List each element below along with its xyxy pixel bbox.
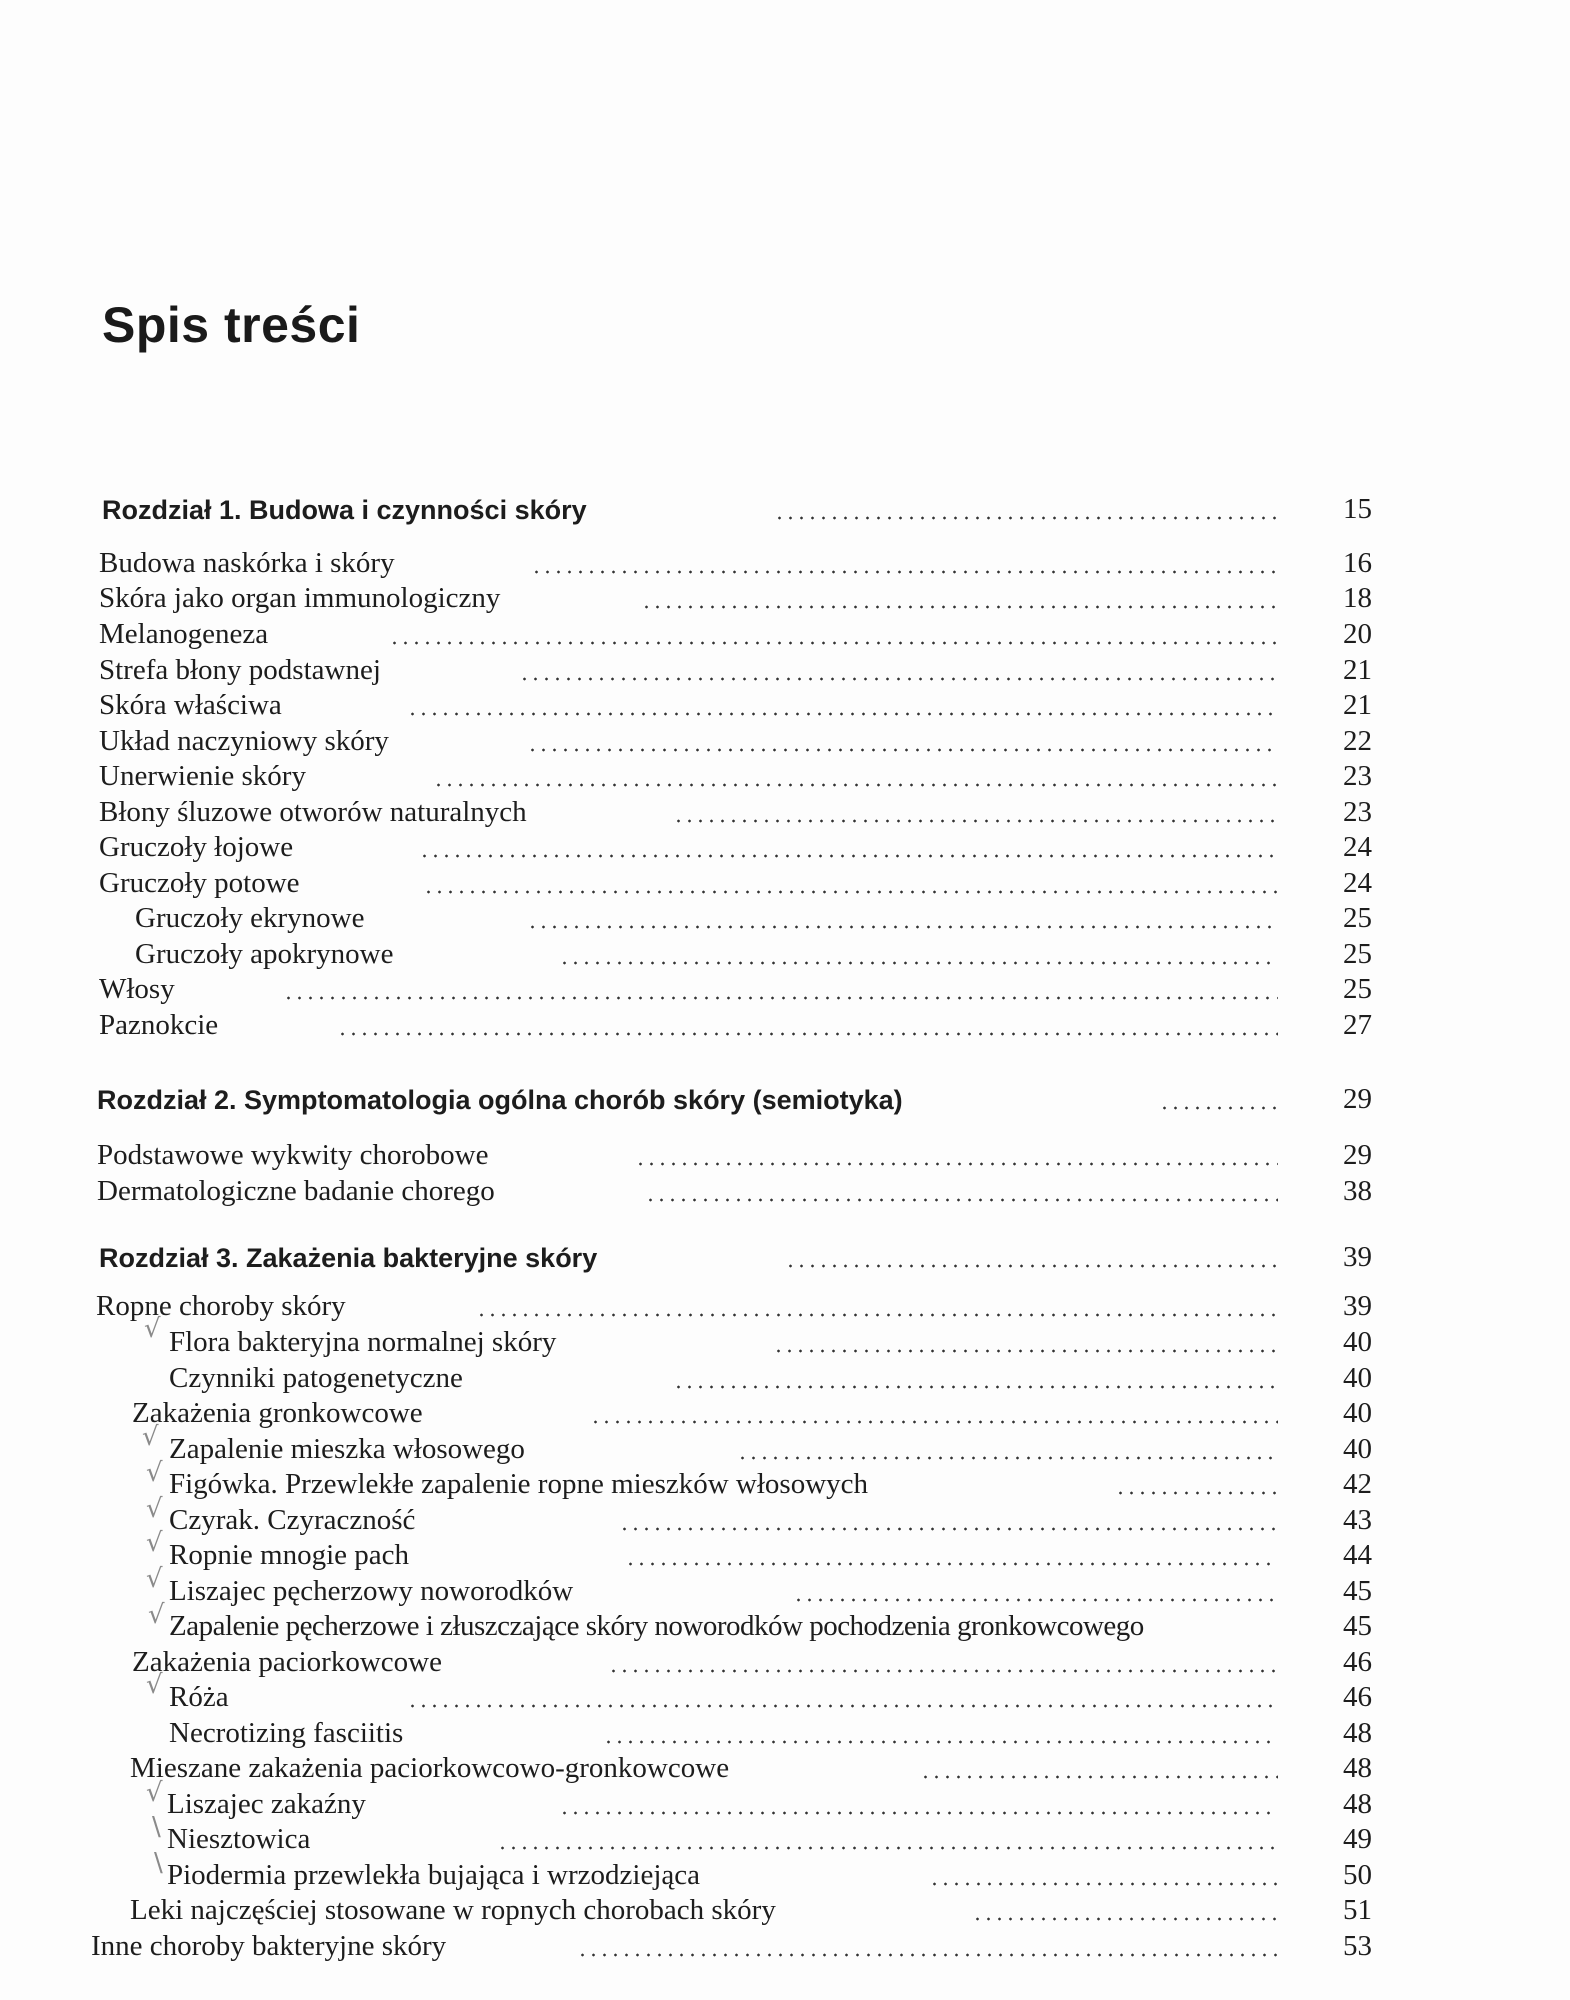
toc-page-number: 39 xyxy=(1343,1241,1372,1273)
dot-leader xyxy=(519,677,1278,681)
toc-entry-label: Rozdział 2. Symptomatologia ogólna chorób skóry (semiotyka) xyxy=(97,1085,903,1115)
toc-page-number: 38 xyxy=(1343,1175,1372,1207)
toc-page-number: 25 xyxy=(1343,938,1372,970)
dot-leader xyxy=(559,961,1278,965)
toc-chapter-3 xyxy=(99,1236,1570,1274)
dot-leader xyxy=(283,996,1278,1000)
toc-entry-label: Figówka. Przewlekłe zapalenie ropne mieszków włosowych xyxy=(169,1468,869,1500)
dot-leader xyxy=(527,748,1278,752)
dot-leader xyxy=(673,819,1278,823)
toc-entry-label: Ropne choroby skóry xyxy=(96,1290,346,1322)
check-mark-icon: \ xyxy=(152,1812,161,1842)
toc-entry-sub xyxy=(130,1747,1570,1785)
toc-entry-label: Skóra właściwa xyxy=(99,689,282,721)
toc-entry-label: Liszajec pęcherzowy noworodków xyxy=(169,1575,574,1607)
dot-leader xyxy=(625,1562,1278,1566)
toc-entry-label: Układ naczyniowy skóry xyxy=(99,725,389,757)
dot-leader xyxy=(1159,1106,1278,1110)
toc-entry xyxy=(97,1170,1570,1208)
toc-entry-label: Paznokcie xyxy=(99,1009,219,1041)
toc-entry-sub2 xyxy=(169,1357,1570,1395)
dot-leader xyxy=(608,1669,1278,1673)
toc-page-number: 29 xyxy=(1343,1139,1372,1171)
toc-page-number: 53 xyxy=(1343,1930,1372,1962)
toc-page-number: 27 xyxy=(1343,1009,1372,1041)
toc-entry-label: Zapalenie pęcherzowe i złuszczające skóry noworodków pochodzenia gronkowcowego xyxy=(169,1610,1144,1642)
toc-entry-label: Zakażenia paciorkowcowe xyxy=(132,1646,442,1678)
toc-page-number: 40 xyxy=(1343,1362,1372,1394)
dot-leader xyxy=(590,1420,1278,1424)
toc-page-number: 20 xyxy=(1343,618,1372,650)
toc-entry-label: Włosy xyxy=(99,973,175,1005)
toc-entry-sub2 xyxy=(169,1570,1570,1608)
dot-leader xyxy=(737,1456,1278,1460)
toc-entry xyxy=(99,1004,1570,1042)
check-mark-icon: √ xyxy=(146,1528,163,1558)
toc-page-number: 25 xyxy=(1343,902,1372,934)
toc-entry-label: Czynniki patogenetyczne xyxy=(169,1362,463,1394)
toc-entry-sub2 xyxy=(169,1605,1570,1643)
dot-leader xyxy=(635,1162,1278,1166)
toc-page-number: 23 xyxy=(1343,796,1372,828)
dot-leader xyxy=(577,1953,1278,1957)
check-mark-icon: √ xyxy=(146,1564,163,1594)
toc-entry xyxy=(91,1925,1570,1963)
toc-entry-sub2 xyxy=(167,1854,1570,1892)
toc-entry-label: Necrotizing fasciitis xyxy=(169,1717,404,1749)
toc-entry xyxy=(99,577,1570,615)
dot-leader xyxy=(527,925,1278,929)
check-mark-icon: √ xyxy=(146,1458,163,1488)
toc-entry xyxy=(99,720,1570,758)
dot-leader xyxy=(497,1846,1278,1850)
toc-page-number: 24 xyxy=(1343,867,1372,899)
toc-entry-sub2 xyxy=(169,1428,1570,1466)
toc-entry-label: Strefa błony podstawnej xyxy=(99,654,381,686)
toc-entry-label: Zapalenie mieszka włosowego xyxy=(169,1433,525,1465)
toc-page-number: 22 xyxy=(1343,725,1372,757)
toc-entry xyxy=(99,649,1570,687)
toc-entry-label: Podstawowe wykwity chorobowe xyxy=(97,1139,489,1171)
toc-page-number: 51 xyxy=(1343,1894,1372,1926)
dot-leader xyxy=(793,1598,1278,1602)
toc-entry-label: Piodermia przewlekła bujająca i wrzodziejąca xyxy=(167,1859,701,1891)
toc-entry-label: Gruczoły potowe xyxy=(99,867,300,899)
toc-entry-sub xyxy=(135,897,1570,935)
dot-leader xyxy=(1115,1491,1278,1495)
dot-leader xyxy=(673,1385,1278,1389)
toc-entry-label: Niesztowica xyxy=(167,1823,311,1855)
check-mark-icon: √ xyxy=(142,1422,159,1452)
toc-page-number: 46 xyxy=(1343,1681,1372,1713)
toc-entry-sub2 xyxy=(169,1321,1570,1359)
toc-entry-sub xyxy=(132,1641,1570,1679)
toc-entry-label: Ropnie mnogie pach xyxy=(169,1539,410,1571)
dot-leader xyxy=(419,854,1278,858)
toc-entry-sub xyxy=(130,1889,1570,1927)
dot-leader xyxy=(559,1811,1278,1815)
toc-page-number: 25 xyxy=(1343,973,1372,1005)
toc-entry-label: Budowa naskórka i skóry xyxy=(99,547,395,579)
toc-entry-sub xyxy=(132,1392,1570,1430)
dot-leader xyxy=(407,1704,1278,1708)
toc-page-number: 21 xyxy=(1343,654,1372,686)
dot-leader xyxy=(785,1264,1278,1268)
dot-leader xyxy=(603,1740,1278,1744)
toc-entry xyxy=(97,1134,1570,1172)
toc-page-number: 40 xyxy=(1343,1326,1372,1358)
toc-entry-label: Róża xyxy=(169,1681,229,1713)
toc-entry xyxy=(99,968,1570,1006)
toc-entry-label: Rozdział 1. Budowa i czynności skóry xyxy=(102,495,587,525)
toc-entry-label: Rozdział 3. Zakażenia bakteryjne skóry xyxy=(99,1243,598,1273)
toc-page-number: 40 xyxy=(1343,1433,1372,1465)
dot-leader xyxy=(407,712,1278,716)
toc-entry-label: Melanogeneza xyxy=(99,618,269,650)
toc-entry xyxy=(99,684,1570,722)
toc-entry-label: Czyrak. Czyraczność xyxy=(169,1504,416,1536)
toc-entry-label: Unerwienie skóry xyxy=(99,760,306,792)
toc-entry-label: Błony śluzowe otworów naturalnych xyxy=(99,796,527,828)
toc-entry xyxy=(96,1285,1570,1323)
toc-entry xyxy=(99,613,1570,651)
check-mark-icon: √ xyxy=(146,1494,163,1524)
toc-page-number: 49 xyxy=(1343,1823,1372,1855)
toc-entry xyxy=(99,862,1570,900)
toc-entry-sub xyxy=(135,933,1570,971)
toc-page-number: 29 xyxy=(1343,1083,1372,1115)
toc-page-number: 21 xyxy=(1343,689,1372,721)
toc-page-number: 39 xyxy=(1343,1290,1372,1322)
toc-page-number: 23 xyxy=(1343,760,1372,792)
dot-leader xyxy=(645,1198,1278,1202)
dot-leader xyxy=(774,516,1278,520)
toc-entry-label: Dermatologiczne badanie chorego xyxy=(97,1175,495,1207)
toc-entry-label: Inne choroby bakteryjne skóry xyxy=(91,1930,447,1962)
toc-entry-label: Gruczoły łojowe xyxy=(99,831,294,863)
toc-chapter-2 xyxy=(97,1078,1570,1116)
toc-entry-label: Mieszane zakażenia paciorkowcowo-gronkowcowe xyxy=(130,1752,730,1784)
toc-entry-label: Flora bakteryjna normalnej skóry xyxy=(169,1326,557,1358)
toc-page-number: 40 xyxy=(1343,1397,1372,1429)
toc-entry-label: Liszajec zakaźny xyxy=(167,1788,366,1820)
check-mark-icon: √ xyxy=(144,1314,161,1344)
toc-entry-label: Skóra jako organ immunologiczny xyxy=(99,582,501,614)
dot-leader xyxy=(920,1775,1278,1779)
toc-entry xyxy=(99,542,1570,580)
toc-entry xyxy=(99,755,1570,793)
toc-page-number: 46 xyxy=(1343,1646,1372,1678)
toc-entry-sub2 xyxy=(169,1676,1570,1714)
page-title: Spis treści xyxy=(102,297,361,353)
toc-page-number: 48 xyxy=(1343,1788,1372,1820)
toc-page-number: 45 xyxy=(1343,1610,1372,1642)
check-mark-icon: \ xyxy=(154,1848,163,1878)
toc-entry xyxy=(99,826,1570,864)
toc-page-number: 42 xyxy=(1343,1468,1372,1500)
dot-leader xyxy=(337,1032,1278,1036)
toc-page-number: 48 xyxy=(1343,1717,1372,1749)
check-mark-icon: √ xyxy=(146,1778,163,1808)
toc-entry-sub2 xyxy=(167,1783,1570,1821)
toc-page-number: 44 xyxy=(1343,1539,1372,1571)
dot-leader xyxy=(972,1917,1278,1921)
toc-entry-sub2 xyxy=(169,1463,1570,1501)
toc-page-number: 48 xyxy=(1343,1752,1372,1784)
toc-entry-label: Gruczoły apokrynowe xyxy=(135,938,394,970)
dot-leader xyxy=(531,570,1278,574)
check-mark-icon: √ xyxy=(146,1670,163,1700)
toc-page-number: 43 xyxy=(1343,1504,1372,1536)
toc-page-number: 24 xyxy=(1343,831,1372,863)
toc-chapter-1 xyxy=(102,488,1570,526)
toc-page-number: 15 xyxy=(1343,493,1372,525)
dot-leader xyxy=(389,641,1278,645)
toc-entry-label: Leki najczęściej stosowane w ropnych chorobach skóry xyxy=(130,1894,776,1926)
toc-entry-sub2 xyxy=(167,1818,1570,1856)
toc-page-number: 18 xyxy=(1343,582,1372,614)
toc-page-number: 50 xyxy=(1343,1859,1372,1891)
dot-leader xyxy=(476,1313,1278,1317)
toc-entry-sub2 xyxy=(169,1534,1570,1572)
toc-page-number: 45 xyxy=(1343,1575,1372,1607)
check-mark-icon: √ xyxy=(148,1600,165,1630)
dot-leader xyxy=(641,605,1278,609)
toc-entry-label: Zakażenia gronkowcowe xyxy=(132,1397,423,1429)
dot-leader xyxy=(773,1349,1278,1353)
dot-leader xyxy=(423,890,1278,894)
toc-entry-label: Gruczoły ekrynowe xyxy=(135,902,365,934)
toc-entry-sub2 xyxy=(169,1712,1570,1750)
toc-page-number: 16 xyxy=(1343,547,1372,579)
toc-entry-sub2 xyxy=(169,1499,1570,1537)
dot-leader xyxy=(929,1882,1278,1886)
toc-entry xyxy=(99,791,1570,829)
dot-leader xyxy=(433,783,1278,787)
dot-leader xyxy=(619,1527,1278,1531)
